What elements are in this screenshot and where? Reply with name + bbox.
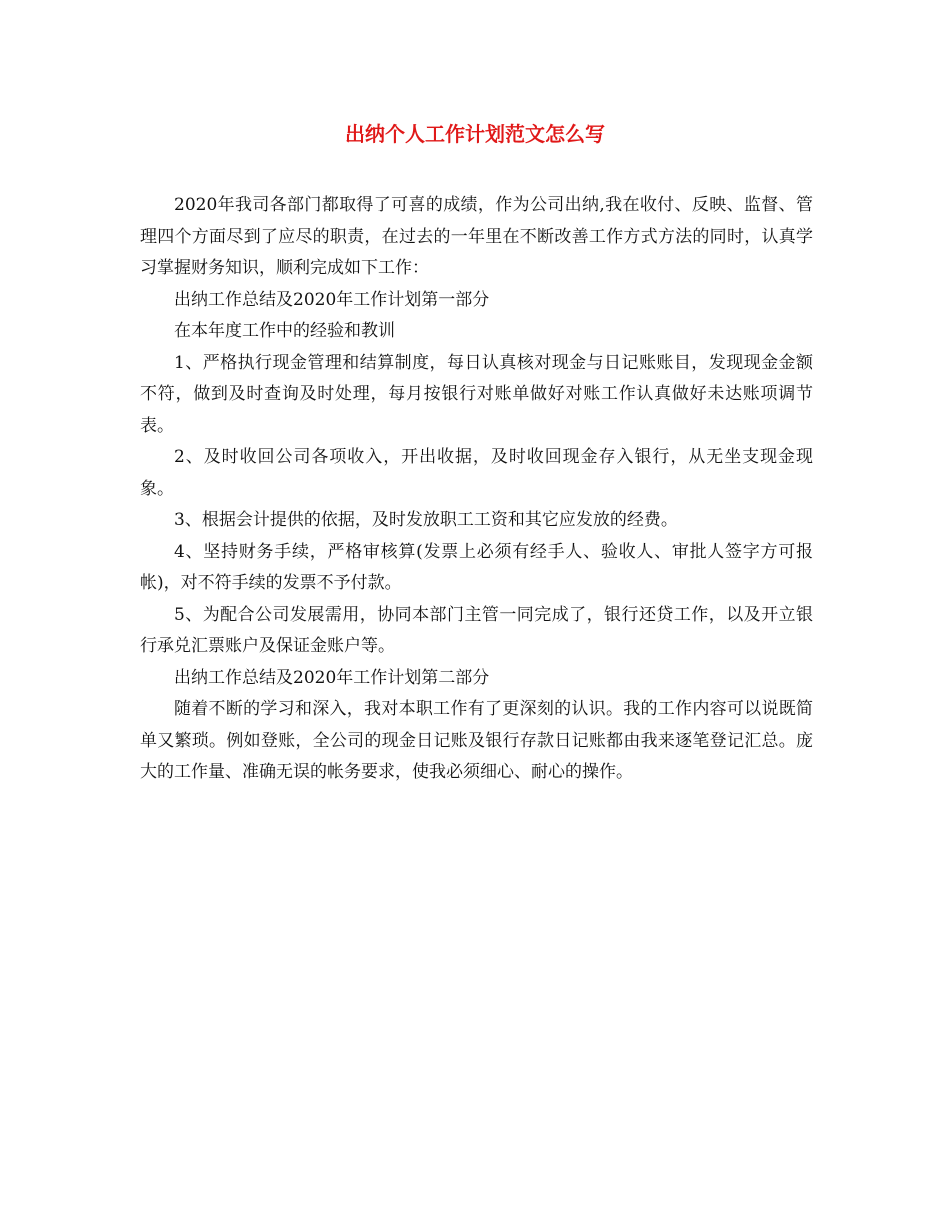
list-item-3: 3、根据会计提供的依据，及时发放职工工资和其它应发放的经费。 [174, 510, 678, 530]
paragraph-part-two: 随着不断的学习和深入，我对本职工作有了更深刻的认识。我的工作内容可以说既简单又繁琐。例如登账，全公司的现金日记账及银行存款日记账都由我来逐笔登记汇总。庞大的工作量、准确无误的帐务要求，使我必须细心、耐心的操作。 [140, 699, 813, 782]
list-item-2: 2、及时收回公司各项收入，开出收据，及时收回现金存入银行，从无坐支现金现象。 [140, 447, 813, 499]
list-item-5: 5、为配合公司发展需用，协同本部门主管一同完成了，银行还贷工作，以及开立银行承兑汇票账户及保证金账户等。 [140, 604, 813, 656]
document-title: 出纳个人工作计划范文怎么写 [345, 122, 605, 146]
paragraph-intro: 2020年我司各部门都取得了可喜的成绩，作为公司出纳,我在收付、反映、监督、管理四个方面尽到了应尽的职责，在过去的一年里在不断改善工作方式方法的同时，认真学习掌握财务知识，顺利完成如下工作： [140, 195, 813, 278]
list-item-4: 4、坚持财务手续，严格审核算(发票上必须有经手人、验收人、审批人签字方可报帐)，对不符手续的发票不予付款。 [140, 541, 813, 593]
list-item-1: 1、严格执行现金管理和结算制度，每日认真核对现金与日记账账目，发现现金金额不符，做到及时查询及时处理，每月按银行对账单做好对账工作认真做好未达账项调节表。 [140, 352, 813, 436]
document-body [140, 190, 813, 789]
section-heading-part-one: 出纳工作总结及2020年工作计划第一部分 [174, 289, 490, 310]
section-heading-part-two: 出纳工作总结及2020年工作计划第二部分 [174, 667, 490, 688]
subheading-experience: 在本年度工作中的经验和教训 [174, 321, 395, 341]
